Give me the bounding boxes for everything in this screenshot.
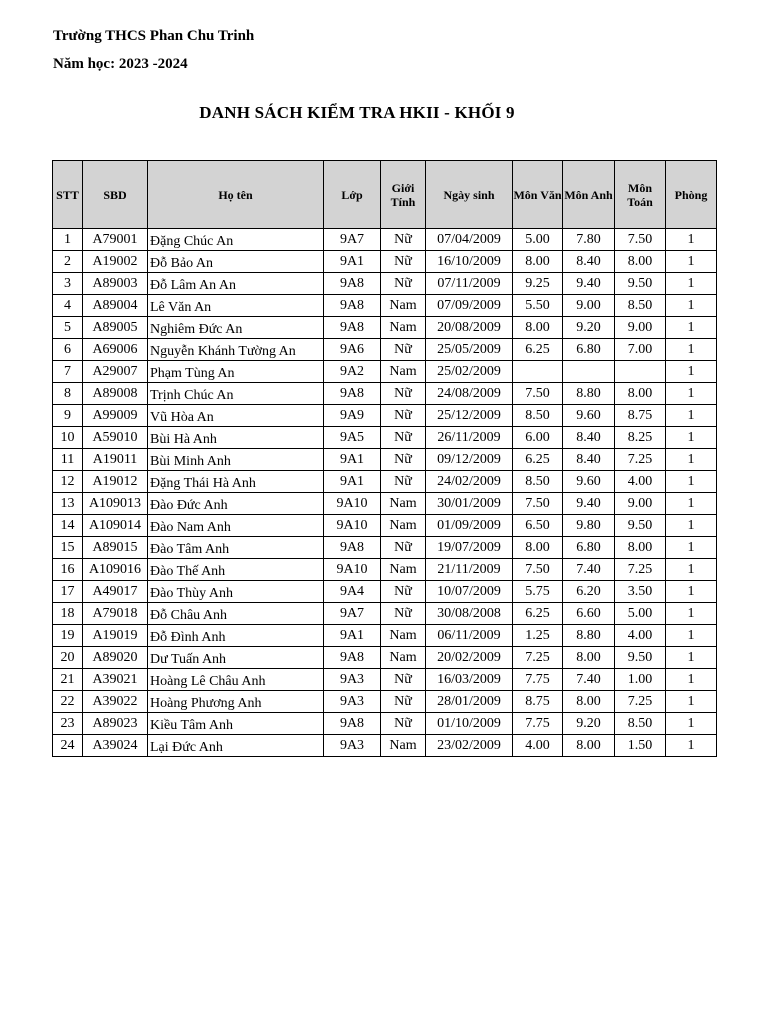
cell-sbd: A89003	[83, 273, 148, 295]
cell-class: 9A8	[324, 317, 381, 339]
cell-birthdate: 06/11/2009	[426, 625, 513, 647]
cell-birthdate: 20/08/2009	[426, 317, 513, 339]
table-row	[53, 229, 717, 251]
cell-class: 9A10	[324, 559, 381, 581]
cell-gender: Nữ	[381, 669, 426, 691]
cell-sbd: A59010	[83, 427, 148, 449]
cell-stt: 11	[53, 449, 83, 471]
cell-gender: Nam	[381, 317, 426, 339]
cell-math: 7.25	[615, 449, 666, 471]
cell-stt: 13	[53, 493, 83, 515]
cell-stt: 2	[53, 251, 83, 273]
cell-stt: 18	[53, 603, 83, 625]
cell-english: 9.60	[563, 405, 615, 427]
cell-room: 1	[666, 713, 717, 735]
cell-math	[615, 361, 666, 383]
document-title: DANH SÁCH KIỂM TRA HKII - KHỐI 9	[199, 103, 515, 122]
column-header-english: Môn Anh	[563, 161, 615, 229]
cell-name: Lê Văn An	[148, 295, 324, 317]
cell-gender: Nữ	[381, 449, 426, 471]
school-year: Năm học: 2023 -2024	[53, 56, 188, 72]
cell-gender: Nam	[381, 647, 426, 669]
cell-birthdate: 01/10/2009	[426, 713, 513, 735]
table-row	[53, 493, 717, 515]
cell-birthdate: 16/03/2009	[426, 669, 513, 691]
cell-gender: Nam	[381, 515, 426, 537]
cell-gender: Nữ	[381, 383, 426, 405]
cell-sbd: A19019	[83, 625, 148, 647]
table-header-row	[53, 161, 717, 229]
cell-name: Đào Đức Anh	[148, 493, 324, 515]
cell-room: 1	[666, 647, 717, 669]
cell-name: Bùi Minh Anh	[148, 449, 324, 471]
cell-math: 9.50	[615, 273, 666, 295]
cell-english: 6.80	[563, 537, 615, 559]
table-row	[53, 603, 717, 625]
cell-name: Đỗ Châu Anh	[148, 603, 324, 625]
cell-sbd: A79001	[83, 229, 148, 251]
cell-stt: 24	[53, 735, 83, 757]
table-row	[53, 537, 717, 559]
cell-literature: 7.75	[513, 669, 563, 691]
cell-english: 7.40	[563, 559, 615, 581]
cell-literature: 6.00	[513, 427, 563, 449]
cell-stt: 6	[53, 339, 83, 361]
table-row	[53, 273, 717, 295]
cell-name: Đỗ Đình Anh	[148, 625, 324, 647]
cell-class: 9A2	[324, 361, 381, 383]
column-header-class: Lớp	[324, 161, 381, 229]
cell-room: 1	[666, 383, 717, 405]
cell-room: 1	[666, 471, 717, 493]
cell-sbd: A89015	[83, 537, 148, 559]
cell-room: 1	[666, 625, 717, 647]
cell-name: Lại Đức Anh	[148, 735, 324, 757]
cell-birthdate: 25/12/2009	[426, 405, 513, 427]
cell-gender: Nam	[381, 625, 426, 647]
cell-math: 9.50	[615, 647, 666, 669]
cell-sbd: A19002	[83, 251, 148, 273]
cell-literature: 1.25	[513, 625, 563, 647]
table-row	[53, 713, 717, 735]
cell-class: 9A1	[324, 251, 381, 273]
cell-gender: Nữ	[381, 603, 426, 625]
cell-stt: 9	[53, 405, 83, 427]
cell-math: 8.00	[615, 383, 666, 405]
cell-sbd: A49017	[83, 581, 148, 603]
cell-english	[563, 361, 615, 383]
cell-sbd: A29007	[83, 361, 148, 383]
cell-english: 9.60	[563, 471, 615, 493]
cell-sbd: A89023	[83, 713, 148, 735]
cell-stt: 16	[53, 559, 83, 581]
cell-gender: Nữ	[381, 229, 426, 251]
cell-literature: 8.00	[513, 251, 563, 273]
cell-birthdate: 30/01/2009	[426, 493, 513, 515]
cell-english: 8.80	[563, 383, 615, 405]
cell-literature: 8.50	[513, 405, 563, 427]
cell-birthdate: 28/01/2009	[426, 691, 513, 713]
cell-name: Nguyễn Khánh Tường An	[148, 339, 324, 361]
cell-math: 8.50	[615, 295, 666, 317]
cell-literature: 8.00	[513, 537, 563, 559]
cell-english: 8.40	[563, 449, 615, 471]
cell-name: Kiều Tâm Anh	[148, 713, 324, 735]
cell-stt: 5	[53, 317, 83, 339]
cell-birthdate: 24/08/2009	[426, 383, 513, 405]
column-header-gender: Giới Tính	[381, 161, 426, 229]
cell-birthdate: 20/02/2009	[426, 647, 513, 669]
cell-room: 1	[666, 735, 717, 757]
cell-birthdate: 21/11/2009	[426, 559, 513, 581]
cell-sbd: A99009	[83, 405, 148, 427]
column-header-sbd: SBD	[83, 161, 148, 229]
cell-birthdate: 07/11/2009	[426, 273, 513, 295]
cell-room: 1	[666, 515, 717, 537]
cell-gender: Nam	[381, 493, 426, 515]
cell-literature: 6.50	[513, 515, 563, 537]
cell-sbd: A109016	[83, 559, 148, 581]
cell-math: 3.50	[615, 581, 666, 603]
cell-birthdate: 19/07/2009	[426, 537, 513, 559]
cell-sbd: A79018	[83, 603, 148, 625]
cell-gender: Nữ	[381, 273, 426, 295]
table-row	[53, 251, 717, 273]
cell-room: 1	[666, 493, 717, 515]
table-row	[53, 515, 717, 537]
cell-class: 9A8	[324, 273, 381, 295]
cell-literature: 6.25	[513, 603, 563, 625]
cell-sbd: A89005	[83, 317, 148, 339]
cell-name: Hoàng Lê Châu Anh	[148, 669, 324, 691]
cell-class: 9A8	[324, 295, 381, 317]
table-row	[53, 647, 717, 669]
cell-class: 9A3	[324, 669, 381, 691]
cell-gender: Nữ	[381, 691, 426, 713]
cell-literature: 4.00	[513, 735, 563, 757]
cell-name: Dư Tuấn Anh	[148, 647, 324, 669]
cell-literature: 7.50	[513, 559, 563, 581]
cell-stt: 22	[53, 691, 83, 713]
cell-birthdate: 25/02/2009	[426, 361, 513, 383]
cell-english: 8.00	[563, 691, 615, 713]
cell-name: Đặng Chúc An	[148, 229, 324, 251]
cell-math: 8.00	[615, 537, 666, 559]
cell-math: 1.50	[615, 735, 666, 757]
cell-math: 7.25	[615, 559, 666, 581]
cell-gender: Nữ	[381, 427, 426, 449]
table-row	[53, 295, 717, 317]
cell-room: 1	[666, 405, 717, 427]
cell-class: 9A8	[324, 383, 381, 405]
cell-name: Đỗ Lâm An An	[148, 273, 324, 295]
cell-gender: Nam	[381, 361, 426, 383]
cell-stt: 15	[53, 537, 83, 559]
cell-english: 9.80	[563, 515, 615, 537]
cell-math: 8.25	[615, 427, 666, 449]
cell-sbd: A89008	[83, 383, 148, 405]
cell-room: 1	[666, 669, 717, 691]
cell-class: 9A9	[324, 405, 381, 427]
cell-literature	[513, 361, 563, 383]
cell-gender: Nữ	[381, 471, 426, 493]
cell-name: Đào Thùy Anh	[148, 581, 324, 603]
cell-name: Phạm Tùng An	[148, 361, 324, 383]
cell-math: 9.00	[615, 493, 666, 515]
column-header-room: Phòng	[666, 161, 717, 229]
cell-math: 9.00	[615, 317, 666, 339]
cell-english: 6.20	[563, 581, 615, 603]
cell-gender: Nữ	[381, 581, 426, 603]
cell-stt: 3	[53, 273, 83, 295]
cell-english: 9.00	[563, 295, 615, 317]
cell-room: 1	[666, 691, 717, 713]
cell-math: 1.00	[615, 669, 666, 691]
cell-birthdate: 16/10/2009	[426, 251, 513, 273]
table-row	[53, 361, 717, 383]
cell-stt: 20	[53, 647, 83, 669]
cell-room: 1	[666, 229, 717, 251]
cell-birthdate: 25/05/2009	[426, 339, 513, 361]
cell-math: 7.00	[615, 339, 666, 361]
cell-english: 8.00	[563, 647, 615, 669]
table-row	[53, 471, 717, 493]
table-row	[53, 625, 717, 647]
cell-math: 9.50	[615, 515, 666, 537]
cell-class: 9A8	[324, 647, 381, 669]
cell-sbd: A39022	[83, 691, 148, 713]
cell-room: 1	[666, 339, 717, 361]
cell-english: 9.20	[563, 317, 615, 339]
cell-english: 8.80	[563, 625, 615, 647]
cell-literature: 8.50	[513, 471, 563, 493]
cell-math: 8.50	[615, 713, 666, 735]
cell-class: 9A8	[324, 713, 381, 735]
cell-name: Hoàng Phương Anh	[148, 691, 324, 713]
cell-stt: 21	[53, 669, 83, 691]
cell-math: 8.75	[615, 405, 666, 427]
cell-sbd: A39024	[83, 735, 148, 757]
cell-class: 9A4	[324, 581, 381, 603]
cell-english: 6.80	[563, 339, 615, 361]
cell-stt: 4	[53, 295, 83, 317]
cell-sbd: A89004	[83, 295, 148, 317]
cell-birthdate: 24/02/2009	[426, 471, 513, 493]
cell-birthdate: 07/04/2009	[426, 229, 513, 251]
cell-literature: 8.75	[513, 691, 563, 713]
cell-room: 1	[666, 581, 717, 603]
cell-room: 1	[666, 427, 717, 449]
cell-stt: 12	[53, 471, 83, 493]
cell-name: Bùi Hà Anh	[148, 427, 324, 449]
cell-math: 7.25	[615, 691, 666, 713]
cell-literature: 7.50	[513, 493, 563, 515]
column-header-stt: STT	[53, 161, 83, 229]
cell-english: 8.40	[563, 427, 615, 449]
table-row	[53, 427, 717, 449]
cell-name: Vũ Hòa An	[148, 405, 324, 427]
table-row	[53, 339, 717, 361]
cell-gender: Nam	[381, 295, 426, 317]
cell-stt: 7	[53, 361, 83, 383]
cell-class: 9A3	[324, 691, 381, 713]
cell-gender: Nữ	[381, 251, 426, 273]
exam-roster-table	[52, 160, 717, 757]
school-name: Trường THCS Phan Chu Trinh	[53, 28, 255, 44]
column-header-math: Môn Toán	[615, 161, 666, 229]
cell-name: Đào Nam Anh	[148, 515, 324, 537]
cell-class: 9A5	[324, 427, 381, 449]
table-row	[53, 449, 717, 471]
cell-gender: Nữ	[381, 713, 426, 735]
table-row	[53, 405, 717, 427]
cell-stt: 14	[53, 515, 83, 537]
cell-stt: 17	[53, 581, 83, 603]
cell-class: 9A3	[324, 735, 381, 757]
cell-english: 9.20	[563, 713, 615, 735]
table-body	[53, 229, 717, 757]
cell-name: Đào Tâm Anh	[148, 537, 324, 559]
table-row	[53, 581, 717, 603]
cell-birthdate: 01/09/2009	[426, 515, 513, 537]
column-header-literature: Môn Văn	[513, 161, 563, 229]
cell-literature: 7.50	[513, 383, 563, 405]
cell-name: Trịnh Chúc An	[148, 383, 324, 405]
table-row	[53, 669, 717, 691]
cell-gender: Nữ	[381, 405, 426, 427]
cell-gender: Nữ	[381, 339, 426, 361]
column-header-name: Họ tên	[148, 161, 324, 229]
column-header-birthdate: Ngày sinh	[426, 161, 513, 229]
cell-class: 9A7	[324, 229, 381, 251]
cell-name: Đào Thế Anh	[148, 559, 324, 581]
cell-literature: 6.25	[513, 339, 563, 361]
cell-class: 9A1	[324, 449, 381, 471]
cell-gender: Nam	[381, 735, 426, 757]
cell-room: 1	[666, 449, 717, 471]
cell-sbd: A89020	[83, 647, 148, 669]
cell-literature: 7.75	[513, 713, 563, 735]
cell-room: 1	[666, 295, 717, 317]
cell-sbd: A39021	[83, 669, 148, 691]
cell-birthdate: 09/12/2009	[426, 449, 513, 471]
cell-english: 9.40	[563, 273, 615, 295]
cell-sbd: A19012	[83, 471, 148, 493]
cell-english: 8.40	[563, 251, 615, 273]
cell-math: 4.00	[615, 471, 666, 493]
table-row	[53, 317, 717, 339]
cell-sbd: A69006	[83, 339, 148, 361]
cell-name: Nghiêm Đức An	[148, 317, 324, 339]
cell-birthdate: 10/07/2009	[426, 581, 513, 603]
cell-stt: 19	[53, 625, 83, 647]
cell-math: 5.00	[615, 603, 666, 625]
cell-math: 7.50	[615, 229, 666, 251]
cell-literature: 8.00	[513, 317, 563, 339]
table-row	[53, 691, 717, 713]
cell-english: 7.40	[563, 669, 615, 691]
cell-birthdate: 07/09/2009	[426, 295, 513, 317]
cell-birthdate: 23/02/2009	[426, 735, 513, 757]
cell-english: 8.00	[563, 735, 615, 757]
cell-name: Đỗ Bảo An	[148, 251, 324, 273]
cell-english: 9.40	[563, 493, 615, 515]
cell-class: 9A7	[324, 603, 381, 625]
cell-english: 6.60	[563, 603, 615, 625]
cell-stt: 10	[53, 427, 83, 449]
cell-room: 1	[666, 361, 717, 383]
cell-room: 1	[666, 537, 717, 559]
cell-sbd: A19011	[83, 449, 148, 471]
cell-literature: 7.25	[513, 647, 563, 669]
table-row	[53, 735, 717, 757]
cell-room: 1	[666, 317, 717, 339]
cell-stt: 1	[53, 229, 83, 251]
cell-gender: Nữ	[381, 537, 426, 559]
cell-name: Đặng Thái Hà Anh	[148, 471, 324, 493]
cell-birthdate: 26/11/2009	[426, 427, 513, 449]
cell-room: 1	[666, 273, 717, 295]
cell-sbd: A109013	[83, 493, 148, 515]
cell-literature: 5.00	[513, 229, 563, 251]
cell-class: 9A8	[324, 537, 381, 559]
cell-gender: Nam	[381, 559, 426, 581]
cell-room: 1	[666, 603, 717, 625]
cell-class: 9A10	[324, 515, 381, 537]
table-row	[53, 559, 717, 581]
cell-class: 9A1	[324, 471, 381, 493]
cell-room: 1	[666, 251, 717, 273]
cell-stt: 23	[53, 713, 83, 735]
cell-math: 8.00	[615, 251, 666, 273]
cell-sbd: A109014	[83, 515, 148, 537]
table-row	[53, 383, 717, 405]
cell-room: 1	[666, 559, 717, 581]
cell-literature: 6.25	[513, 449, 563, 471]
cell-literature: 5.50	[513, 295, 563, 317]
cell-birthdate: 30/08/2008	[426, 603, 513, 625]
cell-english: 7.80	[563, 229, 615, 251]
cell-literature: 5.75	[513, 581, 563, 603]
cell-class: 9A1	[324, 625, 381, 647]
cell-class: 9A10	[324, 493, 381, 515]
cell-literature: 9.25	[513, 273, 563, 295]
cell-class: 9A6	[324, 339, 381, 361]
cell-stt: 8	[53, 383, 83, 405]
cell-math: 4.00	[615, 625, 666, 647]
